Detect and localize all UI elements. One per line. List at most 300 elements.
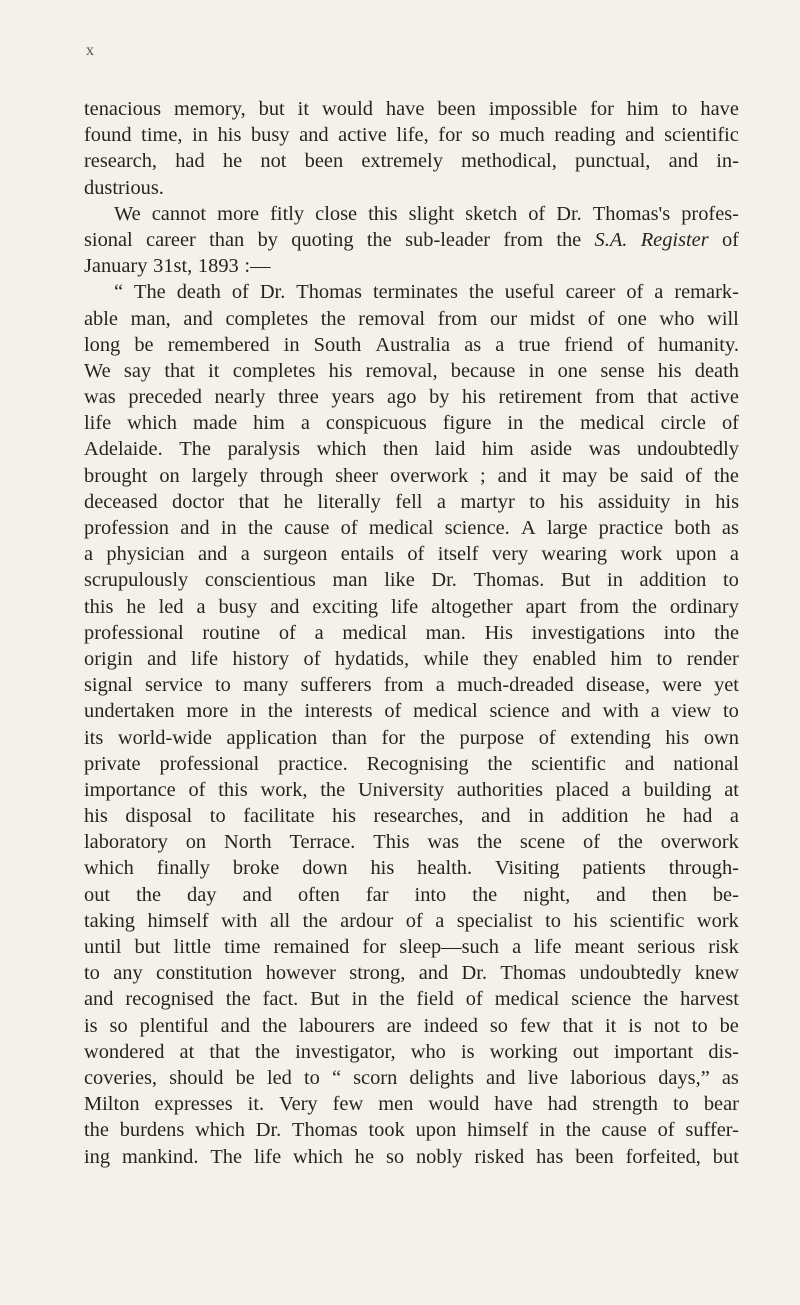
word: through — [259, 464, 324, 487]
word: South — [313, 333, 362, 356]
word: specialist — [456, 909, 533, 932]
word: facilitate — [243, 805, 315, 828]
word: work — [696, 909, 739, 932]
word: paralysis — [227, 438, 301, 461]
word: a — [729, 543, 739, 566]
word: out — [572, 1040, 599, 1063]
word: medical — [368, 517, 434, 539]
word: in — [351, 988, 368, 1011]
word: life — [84, 412, 112, 435]
word: time — [224, 936, 261, 958]
word: career — [565, 281, 616, 304]
word: Dr. — [461, 962, 488, 985]
word: labourers — [298, 1014, 375, 1037]
word: live — [527, 1066, 559, 1089]
word: both — [674, 517, 711, 539]
word: then — [651, 883, 687, 906]
word: midst — [529, 307, 576, 330]
word: Visiting — [494, 857, 560, 880]
word: while — [423, 647, 469, 670]
word: importance — [84, 778, 176, 801]
word: long — [84, 333, 121, 356]
word: days,” — [658, 1066, 710, 1089]
word: work — [620, 543, 663, 566]
word: exciting — [312, 595, 379, 618]
word: retirement — [498, 386, 583, 409]
word: that — [164, 359, 195, 382]
word: its — [84, 726, 104, 749]
word: extending — [570, 726, 651, 749]
word: it — [538, 464, 551, 487]
word: his — [328, 359, 353, 382]
word: which — [127, 412, 177, 435]
word: the — [84, 1119, 109, 1142]
word: his — [332, 805, 356, 828]
word: in — [528, 359, 545, 382]
word: large — [547, 517, 588, 539]
word: world-wide — [117, 726, 212, 749]
word: his — [462, 386, 486, 409]
text-line — [84, 201, 739, 227]
word: the — [366, 228, 392, 251]
word: constitution — [156, 962, 253, 985]
word: through- — [668, 857, 739, 880]
text-line — [84, 986, 739, 1012]
word: for — [362, 936, 387, 958]
word: has — [536, 1145, 564, 1168]
word: and — [220, 1014, 251, 1037]
text-line — [84, 358, 739, 384]
word: reading — [554, 124, 616, 147]
word: to — [656, 647, 673, 670]
text-line — [84, 777, 739, 803]
word: any — [113, 962, 143, 985]
word: fact. — [262, 988, 299, 1011]
word: risk — [708, 936, 739, 958]
word: Thomas's — [592, 202, 671, 225]
word: authorities — [456, 778, 543, 801]
word: knew — [694, 962, 739, 985]
word: his — [559, 490, 584, 513]
word: Adelaide. — [84, 438, 163, 461]
word: and — [242, 883, 272, 906]
word: cause — [284, 517, 330, 539]
word: largely — [191, 464, 248, 487]
word: His — [484, 621, 513, 644]
word: the — [320, 778, 346, 801]
word: active — [690, 386, 739, 409]
word: extremely — [361, 150, 443, 173]
word: the — [472, 883, 498, 906]
word: but — [258, 98, 285, 120]
word: completes — [225, 307, 309, 330]
word: “ — [114, 281, 124, 304]
word: cause — [601, 1119, 647, 1142]
word: so — [471, 124, 490, 147]
word: tenacious — [84, 98, 162, 120]
word: of — [340, 517, 358, 539]
word: of — [626, 281, 644, 304]
word: one — [617, 307, 647, 330]
word: conspicuous — [325, 412, 427, 435]
word: brought — [84, 464, 148, 487]
word: ardour — [340, 909, 394, 932]
word: the — [565, 1119, 591, 1142]
word: field — [416, 988, 454, 1011]
word: literally — [317, 490, 381, 513]
word: made — [192, 412, 238, 435]
word: the — [302, 909, 328, 932]
word: was — [427, 831, 460, 854]
word: in — [684, 490, 701, 513]
word: The — [134, 281, 166, 304]
text-line — [84, 175, 739, 201]
text-line — [84, 384, 739, 410]
word: expresses — [154, 1093, 233, 1116]
word: The — [210, 1145, 243, 1168]
word: January — [84, 255, 148, 278]
word: work, — [260, 778, 308, 801]
word: risked — [474, 1145, 525, 1168]
word: to — [672, 1093, 689, 1116]
text-line — [84, 410, 739, 436]
word: life — [534, 936, 562, 958]
word: the — [419, 726, 445, 749]
word: yet — [714, 674, 739, 697]
word: a — [84, 543, 94, 566]
text-line — [84, 1039, 739, 1065]
word: the — [320, 307, 346, 330]
word: recognised — [125, 988, 214, 1011]
word: and — [561, 700, 591, 723]
word: should — [169, 1066, 224, 1089]
word: professional — [159, 752, 260, 775]
word: than — [209, 228, 245, 251]
word: down — [302, 857, 348, 880]
word: it. — [247, 1093, 265, 1116]
word: of — [405, 909, 423, 932]
word: our — [489, 307, 518, 330]
word: the — [225, 988, 251, 1011]
word: was — [84, 386, 116, 409]
word: his — [84, 805, 108, 828]
word: a — [300, 412, 310, 435]
word: routine — [202, 621, 261, 644]
word: Thomas. — [473, 569, 545, 592]
word: his — [715, 490, 739, 513]
word: few — [519, 1014, 551, 1037]
word: and — [596, 883, 626, 906]
word: research, — [84, 150, 158, 173]
word: his — [217, 124, 242, 147]
word: punctual, — [575, 150, 651, 173]
word: but — [134, 936, 161, 958]
word: suffer- — [685, 1119, 739, 1142]
word: useful — [504, 281, 555, 304]
word: slight — [408, 202, 454, 225]
word: serious — [637, 936, 696, 958]
word: “ — [331, 1066, 341, 1089]
word: circle — [660, 412, 706, 435]
word: by — [429, 386, 450, 409]
word: until — [84, 936, 122, 958]
word: busy — [250, 124, 290, 147]
word: to — [691, 1014, 708, 1037]
word: far — [365, 883, 389, 906]
word: nobly — [415, 1145, 463, 1168]
word: this — [368, 202, 398, 225]
word: had — [547, 1093, 578, 1116]
word: the — [556, 228, 582, 251]
word: dustrious. — [84, 176, 164, 199]
word: Very — [279, 1093, 318, 1116]
word: ordinary — [669, 595, 739, 618]
word: mankind. — [121, 1145, 199, 1168]
text-line — [84, 960, 739, 986]
word: a — [314, 621, 324, 644]
word: But — [310, 988, 340, 1011]
word: scientific — [664, 124, 739, 147]
word: taking — [84, 909, 135, 932]
text-line — [84, 1065, 739, 1091]
word: of — [685, 464, 703, 487]
word: and — [497, 464, 528, 487]
word: his — [573, 909, 598, 932]
word: able — [84, 307, 118, 330]
word: he — [126, 595, 146, 618]
word: busy — [218, 595, 258, 618]
word: service — [144, 674, 203, 697]
word: assiduity — [597, 490, 671, 513]
word: Thomas — [292, 1119, 358, 1142]
word: very — [491, 543, 529, 566]
word: wondered — [84, 1040, 165, 1063]
word: and — [299, 124, 329, 147]
word: for — [590, 98, 614, 120]
word: working — [489, 1040, 558, 1063]
word: found — [84, 124, 132, 147]
word: took — [368, 1119, 405, 1142]
word: Thomas — [500, 962, 567, 985]
word: than — [331, 726, 367, 749]
word: night, — [523, 883, 571, 906]
word: been — [304, 150, 344, 173]
word: which — [293, 1145, 343, 1168]
word: who — [659, 307, 695, 330]
word: to — [545, 909, 561, 932]
word: Thomas — [296, 281, 362, 304]
word: in — [192, 124, 208, 147]
text-line — [84, 725, 739, 751]
word: undertaken — [84, 700, 175, 723]
word: that — [562, 1014, 594, 1037]
word: practice. — [278, 752, 348, 775]
word: have — [494, 1093, 533, 1116]
word: led — [266, 1066, 292, 1089]
word: laborious — [570, 1066, 647, 1089]
word: science — [571, 988, 632, 1011]
text-line — [84, 620, 739, 646]
word: completes — [232, 359, 316, 382]
word: of — [587, 307, 605, 330]
word: him — [626, 98, 659, 120]
word: overwork — [390, 464, 469, 487]
word: conscientious — [204, 569, 316, 592]
word: not — [260, 150, 287, 173]
word: which — [84, 857, 134, 880]
word: addition — [639, 569, 707, 592]
word: be- — [712, 883, 739, 906]
word: quoting — [291, 228, 354, 251]
word: A — [521, 517, 536, 539]
word: the — [539, 412, 565, 435]
word: like — [384, 569, 415, 592]
word: Dr. — [255, 1119, 282, 1142]
word: and — [625, 124, 655, 147]
text-line — [84, 463, 739, 489]
text-line — [84, 489, 739, 515]
word: active — [338, 124, 387, 147]
word: the — [477, 831, 502, 854]
word: origin — [84, 647, 133, 670]
word: S.A. — [594, 228, 628, 251]
word: which — [195, 1119, 245, 1142]
word: upon — [415, 1119, 457, 1142]
text-line — [84, 908, 739, 934]
word: laboratory — [84, 831, 168, 854]
text-line — [84, 306, 739, 332]
word: were — [662, 674, 702, 697]
word: scene — [519, 831, 566, 854]
text-line — [84, 803, 739, 829]
word: by — [257, 228, 278, 251]
word: in — [607, 569, 623, 592]
word: entails — [340, 543, 394, 566]
word: he — [354, 1145, 375, 1168]
word: to — [303, 1066, 320, 1089]
word: altogether — [431, 595, 513, 618]
word: as — [721, 517, 739, 539]
word: been — [437, 98, 476, 120]
word: may — [562, 464, 598, 487]
word: him — [253, 412, 285, 435]
word: of — [528, 202, 546, 225]
word: and — [624, 752, 655, 775]
word: overwork — [660, 831, 739, 854]
word: the — [247, 517, 273, 539]
word: science — [489, 700, 550, 723]
word: had — [682, 805, 713, 828]
word: 31st, — [153, 255, 193, 278]
word: from — [579, 595, 620, 618]
word: history — [232, 647, 290, 670]
word: death — [694, 359, 739, 382]
word: so — [109, 1014, 128, 1037]
word: of — [721, 228, 739, 251]
word: sional — [84, 228, 133, 251]
word: was — [588, 438, 621, 461]
word: to — [723, 569, 739, 592]
word: strong, — [349, 962, 406, 985]
word: to — [214, 674, 231, 697]
word: and — [197, 543, 228, 566]
word: time, — [141, 124, 183, 147]
word: methodical, — [461, 150, 557, 173]
word: have — [700, 98, 739, 120]
text-line — [84, 148, 739, 174]
word: investigator, — [295, 1040, 396, 1063]
word: of — [627, 333, 645, 356]
word: years — [331, 386, 375, 409]
word: Milton — [84, 1093, 140, 1116]
word: him — [481, 438, 514, 461]
word: the — [468, 281, 494, 304]
word: medical — [494, 988, 560, 1011]
word: be — [719, 1014, 739, 1037]
word: death — [176, 281, 221, 304]
word: friend — [564, 333, 613, 356]
word: and — [418, 962, 449, 985]
word: they — [483, 647, 519, 670]
word: on — [185, 831, 207, 854]
word: of — [231, 281, 249, 304]
word: said — [640, 464, 674, 487]
word: of — [583, 831, 601, 854]
word: of — [538, 726, 556, 749]
word: three — [278, 386, 319, 409]
word: is — [84, 1014, 98, 1037]
word: his — [665, 726, 690, 749]
word: scrupulously — [84, 569, 189, 592]
word: the — [643, 988, 669, 1011]
word: in — [528, 805, 545, 828]
word: with — [221, 909, 258, 932]
word: little — [173, 936, 212, 958]
word: building — [643, 778, 712, 801]
word: the — [487, 752, 513, 775]
word: of — [278, 621, 296, 644]
word: this — [84, 595, 114, 618]
word: be — [235, 1066, 255, 1089]
text-line — [84, 646, 739, 672]
word: be — [134, 333, 154, 356]
word: practice — [598, 517, 664, 539]
word: from — [383, 674, 424, 697]
word: close — [315, 202, 358, 225]
word: bear — [703, 1093, 739, 1116]
word: national — [673, 752, 739, 775]
word: which — [316, 438, 367, 461]
word: humanity. — [658, 333, 739, 356]
text-line — [84, 751, 739, 777]
word: on — [159, 464, 180, 487]
word: the — [136, 883, 161, 906]
word: a — [654, 281, 664, 304]
word: a — [621, 778, 631, 801]
word: often — [297, 883, 340, 906]
word: memory, — [173, 98, 246, 120]
word: from — [594, 386, 635, 409]
text-line — [84, 567, 739, 593]
word: he — [646, 805, 666, 828]
word: coveries, — [84, 1066, 158, 1089]
word: and — [270, 595, 300, 618]
word: he — [283, 490, 303, 513]
word: life, — [396, 124, 429, 147]
word: indeed — [423, 1014, 478, 1037]
word: important — [613, 1040, 694, 1063]
word: this — [218, 778, 248, 801]
